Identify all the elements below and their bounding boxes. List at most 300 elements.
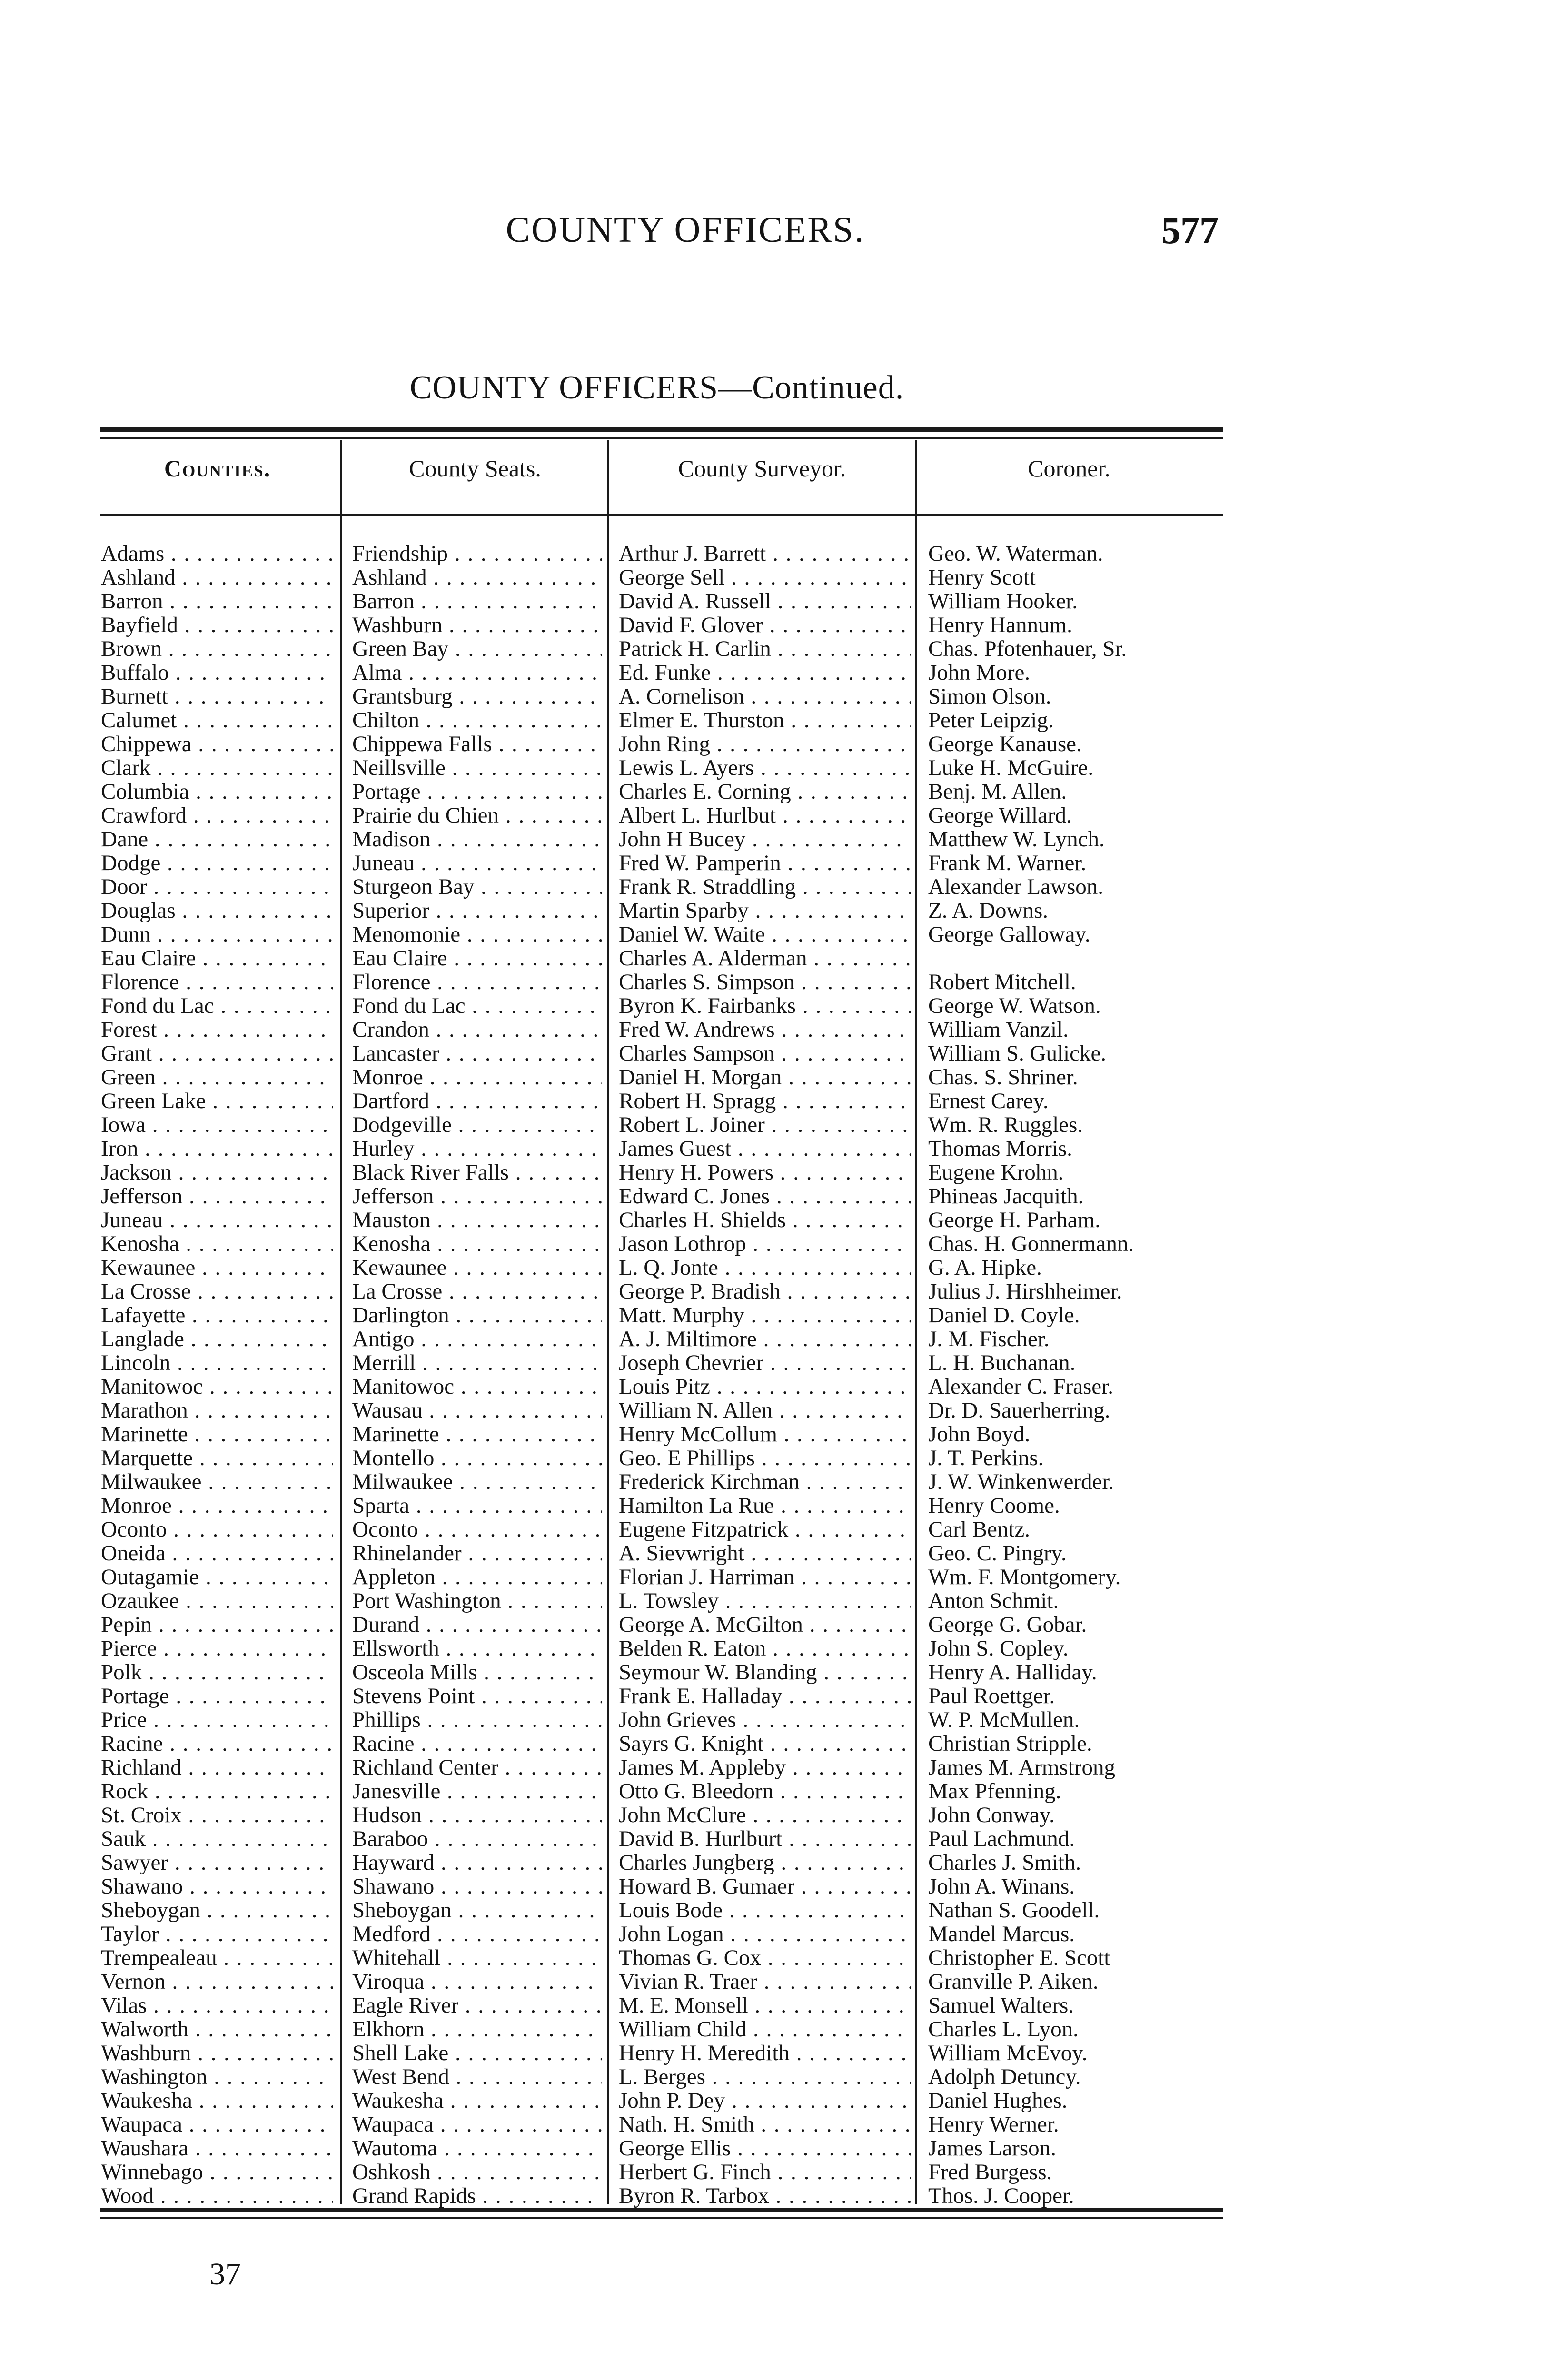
county-seat-cell: Alma . . . — [352, 661, 602, 684]
county-surveyor-cell: L. Berges . . . — [619, 2065, 911, 2089]
table-row — [0, 2112, 1238, 2136]
table-row — [0, 637, 1238, 661]
county-seat-cell: Oconto . . . — [352, 1517, 602, 1541]
table-row — [0, 1874, 1238, 1898]
county-surveyor-cell: Belden R. Eaton . . . — [619, 1636, 911, 1660]
county-cell: Shawano . . . — [101, 1874, 333, 1898]
county-seat-cell: Durand . . . — [352, 1613, 602, 1636]
county-cell: Dane . . . — [101, 827, 333, 851]
county-cell: Price . . . — [101, 1708, 333, 1732]
column-header-county-seats: County Seats. — [409, 455, 541, 482]
county-seat-cell: Elkhorn . . . — [352, 2017, 602, 2041]
table-row — [0, 2065, 1238, 2089]
table-row — [0, 1708, 1238, 1732]
coroner-cell: Mandel Marcus. — [928, 1922, 1075, 1946]
county-surveyor-cell: George A. McGilton . . . — [619, 1613, 911, 1636]
county-cell: Monroe . . . — [101, 1494, 333, 1517]
column-header-counties: Counties. — [164, 455, 271, 482]
county-surveyor-cell: A. Cornelison . . . — [619, 684, 911, 708]
coroner-cell: Julius J. Hirshheimer. — [928, 1279, 1122, 1303]
coroner-cell: Paul Roettger. — [928, 1684, 1055, 1708]
county-seat-cell: Juneau . . . — [352, 851, 602, 875]
county-seat-cell: Waupaca . . . — [352, 2112, 602, 2136]
table-row — [0, 1113, 1238, 1137]
coroner-cell: Wm. F. Montgomery. — [928, 1565, 1121, 1589]
county-surveyor-cell: Charles S. Simpson . . . — [619, 970, 911, 994]
county-seat-cell: Wautoma . . . — [352, 2136, 602, 2160]
county-cell: Vilas . . . — [101, 1993, 333, 2017]
county-surveyor-cell: John McClure . . . — [619, 1803, 911, 1827]
coroner-cell: Henry A. Halliday. — [928, 1660, 1097, 1684]
table-row — [0, 1517, 1238, 1541]
table-row — [0, 1684, 1238, 1708]
county-surveyor-cell: Daniel H. Morgan . . . — [619, 1065, 911, 1089]
coroner-cell: Alexander C. Fraser. — [928, 1375, 1113, 1398]
table-row — [0, 1351, 1238, 1375]
coroner-cell: L. H. Buchanan. — [928, 1351, 1076, 1375]
county-seat-cell: Medford . . . — [352, 1922, 602, 1946]
county-surveyor-cell: James M. Appleby . . . — [619, 1755, 911, 1779]
table-row — [0, 732, 1238, 756]
table-row — [0, 780, 1238, 803]
table-row — [0, 756, 1238, 780]
county-cell: Marinette . . . — [101, 1422, 333, 1446]
county-cell: Jackson . . . — [101, 1160, 333, 1184]
coroner-cell: John More. — [928, 661, 1031, 684]
county-seat-cell: Janesville . . . — [352, 1779, 602, 1803]
coroner-cell: Charles J. Smith. — [928, 1851, 1081, 1874]
county-surveyor-cell: Daniel W. Waite . . . — [619, 922, 911, 946]
county-cell: Dunn . . . — [101, 922, 333, 946]
county-surveyor-cell: Henry H. Powers . . . — [619, 1160, 911, 1184]
county-cell: Waupaca . . . — [101, 2112, 333, 2136]
top-rule-thick — [100, 427, 1223, 432]
county-surveyor-cell: William Child . . . — [619, 2017, 911, 2041]
county-seat-cell: Richland Center . . . — [352, 1755, 602, 1779]
coroner-cell: Max Pfenning. — [928, 1779, 1061, 1803]
top-rule-thin — [100, 437, 1223, 439]
table-row — [0, 1541, 1238, 1565]
county-cell: Green . . . — [101, 1065, 333, 1089]
county-cell: Waushara . . . — [101, 2136, 333, 2160]
county-cell: Bayfield . . . — [101, 613, 333, 637]
county-seat-cell: Kewaunee . . . — [352, 1256, 602, 1279]
coroner-cell: John Conway. — [928, 1803, 1055, 1827]
coroner-cell: Wm. R. Ruggles. — [928, 1113, 1083, 1137]
table-row — [0, 1303, 1238, 1327]
county-seat-cell: Whitehall . . . — [352, 1946, 602, 1970]
county-surveyor-cell: Louis Bode . . . — [619, 1898, 911, 1922]
county-surveyor-cell: John P. Dey . . . — [619, 2089, 911, 2112]
county-seat-cell: Hurley . . . — [352, 1137, 602, 1160]
county-surveyor-cell: Fred W. Pamperin . . . — [619, 851, 911, 875]
county-cell: Wood . . . — [101, 2184, 333, 2208]
county-seat-cell: Washburn . . . — [352, 613, 602, 637]
county-surveyor-cell: Nath. H. Smith . . . — [619, 2112, 911, 2136]
table-row — [0, 1565, 1238, 1589]
table-row — [0, 1256, 1238, 1279]
county-cell: Kewaunee . . . — [101, 1256, 333, 1279]
county-surveyor-cell: Vivian R. Traer . . . — [619, 1970, 911, 1993]
table-row — [0, 970, 1238, 994]
county-cell: Brown . . . — [101, 637, 333, 661]
coroner-cell: Frank M. Warner. — [928, 851, 1087, 875]
coroner-cell: James M. Armstrong — [928, 1755, 1115, 1779]
coroner-cell: George Kanause. — [928, 732, 1082, 756]
county-cell: Buffalo . . . — [101, 661, 333, 684]
coroner-cell: Ernest Carey. — [928, 1089, 1049, 1113]
county-cell: Manitowoc . . . — [101, 1375, 333, 1398]
county-seat-cell: Merrill . . . — [352, 1351, 602, 1375]
county-cell: Taylor . . . — [101, 1922, 333, 1946]
county-surveyor-cell: Ed. Funke . . . — [619, 661, 911, 684]
coroner-cell: Daniel D. Coyle. — [928, 1303, 1080, 1327]
county-seat-cell: Fond du Lac . . . — [352, 994, 602, 1018]
coroner-cell: Henry Scott — [928, 565, 1036, 589]
table-row — [0, 613, 1238, 637]
county-surveyor-cell: Byron R. Tarbox . . . — [619, 2184, 911, 2208]
county-cell: Portage . . . — [101, 1684, 333, 1708]
county-surveyor-cell: Matt. Murphy . . . — [619, 1303, 911, 1327]
coroner-cell: Fred Burgess. — [928, 2160, 1052, 2184]
county-surveyor-cell: L. Towsley . . . — [619, 1589, 911, 1613]
county-surveyor-cell: Hamilton La Rue . . . — [619, 1494, 911, 1517]
county-cell: Green Lake . . . — [101, 1089, 333, 1113]
coroner-cell: W. P. McMullen. — [928, 1708, 1080, 1732]
county-cell: Lincoln . . . — [101, 1351, 333, 1375]
county-seat-cell: Ashland . . . — [352, 565, 602, 589]
county-surveyor-cell: Fred W. Andrews . . . — [619, 1018, 911, 1041]
county-seat-cell: Eau Claire . . . — [352, 946, 602, 970]
coroner-cell: Simon Olson. — [928, 684, 1051, 708]
county-surveyor-cell: David B. Hurlburt . . . — [619, 1827, 911, 1851]
county-surveyor-cell: Byron K. Fairbanks . . . — [619, 994, 911, 1018]
table-row — [0, 1589, 1238, 1613]
coroner-cell: George G. Gobar. — [928, 1613, 1087, 1636]
county-cell: Crawford . . . — [101, 803, 333, 827]
county-seat-cell: Prairie du Chien . . . — [352, 803, 602, 827]
table-row — [0, 994, 1238, 1018]
table-row — [0, 1470, 1238, 1494]
county-surveyor-cell: Joseph Chevrier . . . — [619, 1351, 911, 1375]
table-row — [0, 1779, 1238, 1803]
county-cell: Marquette . . . — [101, 1446, 333, 1470]
county-seat-cell: Ellsworth . . . — [352, 1636, 602, 1660]
county-surveyor-cell: Louis Pitz . . . — [619, 1375, 911, 1398]
county-seat-cell: Hayward . . . — [352, 1851, 602, 1874]
county-cell: Iron . . . — [101, 1137, 333, 1160]
county-cell: Calumet . . . — [101, 708, 333, 732]
county-surveyor-cell: Charles A. Alderman . . . — [619, 946, 911, 970]
county-surveyor-cell: Martin Sparby . . . — [619, 899, 911, 922]
table-row — [0, 1137, 1238, 1160]
signature-mark: 37 — [209, 2257, 241, 2291]
county-cell: Forest . . . — [101, 1018, 333, 1041]
table-row — [0, 2136, 1238, 2160]
county-seat-cell: Antigo . . . — [352, 1327, 602, 1351]
coroner-cell: Peter Leipzig. — [928, 708, 1054, 732]
coroner-cell: Henry Werner. — [928, 2112, 1059, 2136]
county-cell: Columbia . . . — [101, 780, 333, 803]
table-row — [0, 1184, 1238, 1208]
county-seat-cell: Barron . . . — [352, 589, 602, 613]
county-seat-cell: Montello . . . — [352, 1446, 602, 1470]
county-seat-cell: Chilton . . . — [352, 708, 602, 732]
county-surveyor-cell: Frank E. Halladay . . . — [619, 1684, 911, 1708]
county-cell: Oconto . . . — [101, 1517, 333, 1541]
bottom-rule-thick — [100, 2208, 1223, 2212]
county-cell: Lafayette . . . — [101, 1303, 333, 1327]
coroner-cell: Dr. D. Sauerherring. — [928, 1398, 1110, 1422]
coroner-cell: George Galloway. — [928, 922, 1090, 946]
county-seat-cell: Waukesha . . . — [352, 2089, 602, 2112]
county-surveyor-cell: Elmer E. Thurston . . . — [619, 708, 911, 732]
county-surveyor-cell: A. J. Miltimore . . . — [619, 1327, 911, 1351]
county-seat-cell: Portage . . . — [352, 780, 602, 803]
county-surveyor-cell: David A. Russell . . . — [619, 589, 911, 613]
county-seat-cell: Shell Lake . . . — [352, 2041, 602, 2065]
county-cell: Eau Claire . . . — [101, 946, 333, 970]
table-row — [0, 2089, 1238, 2112]
county-seat-cell: Osceola Mills . . . — [352, 1660, 602, 1684]
table-title: COUNTY OFFICERS—Continued. — [409, 369, 904, 406]
county-surveyor-cell: Florian J. Harriman . . . — [619, 1565, 911, 1589]
bottom-rule-thin — [100, 2217, 1223, 2219]
county-seat-cell: Manitowoc . . . — [352, 1375, 602, 1398]
table-row — [0, 1636, 1238, 1660]
table-row — [0, 1494, 1238, 1517]
coroner-cell: Christian Stripple. — [928, 1732, 1092, 1755]
county-surveyor-cell: Herbert G. Finch . . . — [619, 2160, 911, 2184]
coroner-cell: Matthew W. Lynch. — [928, 827, 1105, 851]
coroner-cell: Samuel Walters. — [928, 1993, 1074, 2017]
county-seat-cell: Grantsburg . . . — [352, 684, 602, 708]
county-seat-cell: Sparta . . . — [352, 1494, 602, 1517]
column-header-coroner: Coroner. — [1028, 455, 1110, 482]
county-surveyor-cell: John H Bucey . . . — [619, 827, 911, 851]
table-row — [0, 1827, 1238, 1851]
table-row — [0, 1803, 1238, 1827]
coroner-cell: Benj. M. Allen. — [928, 780, 1067, 803]
county-cell: Chippewa . . . — [101, 732, 333, 756]
county-cell: Clark . . . — [101, 756, 333, 780]
table-row — [0, 851, 1238, 875]
table-row — [0, 684, 1238, 708]
county-surveyor-cell: Jason Lothrop . . . — [619, 1232, 911, 1256]
county-surveyor-cell: Patrick H. Carlin . . . — [619, 637, 911, 661]
county-seat-cell: Shawano . . . — [352, 1874, 602, 1898]
coroner-cell: Thomas Morris. — [928, 1137, 1072, 1160]
county-seat-cell: La Crosse . . . — [352, 1279, 602, 1303]
table-row — [0, 1398, 1238, 1422]
county-seat-cell: Sturgeon Bay . . . — [352, 875, 602, 899]
table-row — [0, 1160, 1238, 1184]
table-row — [0, 1327, 1238, 1351]
county-cell: St. Croix . . . — [101, 1803, 333, 1827]
county-surveyor-cell: Edward C. Jones . . . — [619, 1184, 911, 1208]
table-row — [0, 1375, 1238, 1398]
county-cell: Oneida . . . — [101, 1541, 333, 1565]
page-number: 577 — [1161, 210, 1219, 252]
table-row — [0, 1970, 1238, 1993]
county-cell: Sheboygan . . . — [101, 1898, 333, 1922]
county-cell: Door . . . — [101, 875, 333, 899]
table-row — [0, 2160, 1238, 2184]
table-row — [0, 946, 1238, 970]
coroner-cell: G. A. Hipke. — [928, 1256, 1042, 1279]
coroner-cell: Chas. Pfotenhauer, Sr. — [928, 637, 1127, 661]
county-cell: Langlade . . . — [101, 1327, 333, 1351]
coroner-cell: J. T. Perkins. — [928, 1446, 1044, 1470]
county-surveyor-cell: Charles E. Corning . . . — [619, 780, 911, 803]
table-row — [0, 708, 1238, 732]
county-cell: Polk . . . — [101, 1660, 333, 1684]
table-row — [0, 1755, 1238, 1779]
county-cell: Dodge . . . — [101, 851, 333, 875]
county-surveyor-cell: L. Q. Jonte . . . — [619, 1256, 911, 1279]
table-row — [0, 565, 1238, 589]
county-surveyor-cell: Sayrs G. Knight . . . — [619, 1732, 911, 1755]
county-seat-cell: Stevens Point . . . — [352, 1684, 602, 1708]
coroner-cell: William S. Gulicke. — [928, 1041, 1107, 1065]
table-row — [0, 1232, 1238, 1256]
county-seat-cell: Appleton . . . — [352, 1565, 602, 1589]
table-row — [0, 1613, 1238, 1636]
coroner-cell: William Vanzil. — [928, 1018, 1069, 1041]
coroner-cell: Henry Coome. — [928, 1494, 1060, 1517]
county-cell: Pierce . . . — [101, 1636, 333, 1660]
county-surveyor-cell: George P. Bradish . . . — [619, 1279, 911, 1303]
table-row — [0, 1422, 1238, 1446]
coroner-cell — [928, 946, 1233, 970]
county-surveyor-cell: Arthur J. Barrett . . . — [619, 542, 911, 565]
county-surveyor-cell: George Sell . . . — [619, 565, 911, 589]
county-cell: Washburn . . . — [101, 2041, 333, 2065]
county-surveyor-cell: John Grieves . . . — [619, 1708, 911, 1732]
county-surveyor-cell: Eugene Fitzpatrick . . . — [619, 1517, 911, 1541]
county-cell: Sawyer . . . — [101, 1851, 333, 1874]
county-seat-cell: Milwaukee . . . — [352, 1470, 602, 1494]
county-seat-cell: Phillips . . . — [352, 1708, 602, 1732]
county-surveyor-cell: Albert L. Hurlbut . . . — [619, 803, 911, 827]
county-cell: Washington . . . — [101, 2065, 333, 2089]
county-cell: Adams . . . — [101, 542, 333, 565]
county-seat-cell: Lancaster . . . — [352, 1041, 602, 1065]
table-row — [0, 2184, 1238, 2208]
coroner-cell: William Hooker. — [928, 589, 1078, 613]
county-seat-cell: Neillsville . . . — [352, 756, 602, 780]
county-surveyor-cell: Frank R. Straddling . . . — [619, 875, 911, 899]
table-row — [0, 827, 1238, 851]
coroner-cell: Paul Lachmund. — [928, 1827, 1075, 1851]
county-seat-cell: Racine . . . — [352, 1732, 602, 1755]
county-cell: Iowa . . . — [101, 1113, 333, 1137]
coroner-cell: Chas. S. Shriner. — [928, 1065, 1078, 1089]
county-surveyor-cell: Robert L. Joiner . . . — [619, 1113, 911, 1137]
county-cell: Burnett . . . — [101, 684, 333, 708]
county-cell: Pepin . . . — [101, 1613, 333, 1636]
county-seat-cell: Superior . . . — [352, 899, 602, 922]
coroner-cell: Thos. J. Cooper. — [928, 2184, 1074, 2208]
coroner-cell: John A. Winans. — [928, 1874, 1075, 1898]
coroner-cell: Henry Hannum. — [928, 613, 1072, 637]
coroner-cell: Phineas Jacquith. — [928, 1184, 1084, 1208]
header-rule — [100, 514, 1223, 516]
county-cell: Trempealeau . . . — [101, 1946, 333, 1970]
county-surveyor-cell: Thomas G. Cox . . . — [619, 1946, 911, 1970]
coroner-cell: Z. A. Downs. — [928, 899, 1048, 922]
county-cell: Juneau . . . — [101, 1208, 333, 1232]
county-seat-cell: Dartford . . . — [352, 1089, 602, 1113]
coroner-cell: J. W. Winkenwerder. — [928, 1470, 1114, 1494]
county-surveyor-cell: John Logan . . . — [619, 1922, 911, 1946]
county-surveyor-cell: William N. Allen . . . — [619, 1398, 911, 1422]
county-cell: Jefferson . . . — [101, 1184, 333, 1208]
county-seat-cell: Dodgeville . . . — [352, 1113, 602, 1137]
county-seat-cell: Grand Rapids . . . — [352, 2184, 602, 2208]
county-surveyor-cell: Otto G. Bleedorn . . . — [619, 1779, 911, 1803]
county-seat-cell: Kenosha . . . — [352, 1232, 602, 1256]
county-seat-cell: Viroqua . . . — [352, 1970, 602, 1993]
coroner-cell: John S. Copley. — [928, 1636, 1069, 1660]
county-seat-cell: Sheboygan . . . — [352, 1898, 602, 1922]
coroner-cell: Eugene Krohn. — [928, 1160, 1064, 1184]
county-cell: Barron . . . — [101, 589, 333, 613]
table-row — [0, 1041, 1238, 1065]
county-seat-cell: Monroe . . . — [352, 1065, 602, 1089]
table-row — [0, 1279, 1238, 1303]
county-cell: Richland . . . — [101, 1755, 333, 1779]
coroner-cell: Christopher E. Scott — [928, 1946, 1110, 1970]
county-cell: Vernon . . . — [101, 1970, 333, 1993]
coroner-cell: George Willard. — [928, 803, 1072, 827]
county-seat-cell: Mauston . . . — [352, 1208, 602, 1232]
coroner-cell: Daniel Hughes. — [928, 2089, 1068, 2112]
coroner-cell: Carl Bentz. — [928, 1517, 1031, 1541]
county-surveyor-cell: Seymour W. Blanding . . . — [619, 1660, 911, 1684]
coroner-cell: Adolph Detuncy. — [928, 2065, 1081, 2089]
county-cell: Florence . . . — [101, 970, 333, 994]
coroner-cell: Anton Schmit. — [928, 1589, 1059, 1613]
coroner-cell: William McEvoy. — [928, 2041, 1088, 2065]
county-seat-cell: Rhinelander . . . — [352, 1541, 602, 1565]
coroner-cell: George H. Parham. — [928, 1208, 1100, 1232]
county-surveyor-cell: Charles H. Shields . . . — [619, 1208, 911, 1232]
table-row — [0, 1732, 1238, 1755]
county-seat-cell: Oshkosh . . . — [352, 2160, 602, 2184]
table-row — [0, 1065, 1238, 1089]
table-row — [0, 922, 1238, 946]
county-cell: Walworth . . . — [101, 2017, 333, 2041]
county-seat-cell: Hudson . . . — [352, 1803, 602, 1827]
coroner-cell: George W. Watson. — [928, 994, 1101, 1018]
county-surveyor-cell: Henry McCollum . . . — [619, 1422, 911, 1446]
county-cell: Ozaukee . . . — [101, 1589, 333, 1613]
county-cell: Rock . . . — [101, 1779, 333, 1803]
table-row — [0, 1993, 1238, 2017]
county-cell: Sauk . . . — [101, 1827, 333, 1851]
county-cell: Marathon . . . — [101, 1398, 333, 1422]
county-seat-cell: Baraboo . . . — [352, 1827, 602, 1851]
table-row — [0, 1208, 1238, 1232]
county-seat-cell: Marinette . . . — [352, 1422, 602, 1446]
table-row — [0, 1851, 1238, 1874]
table-row — [0, 589, 1238, 613]
county-surveyor-cell: Henry H. Meredith . . . — [619, 2041, 911, 2065]
county-seat-cell: Crandon . . . — [352, 1018, 602, 1041]
county-seat-cell: Wausau . . . — [352, 1398, 602, 1422]
table-row — [0, 2017, 1238, 2041]
